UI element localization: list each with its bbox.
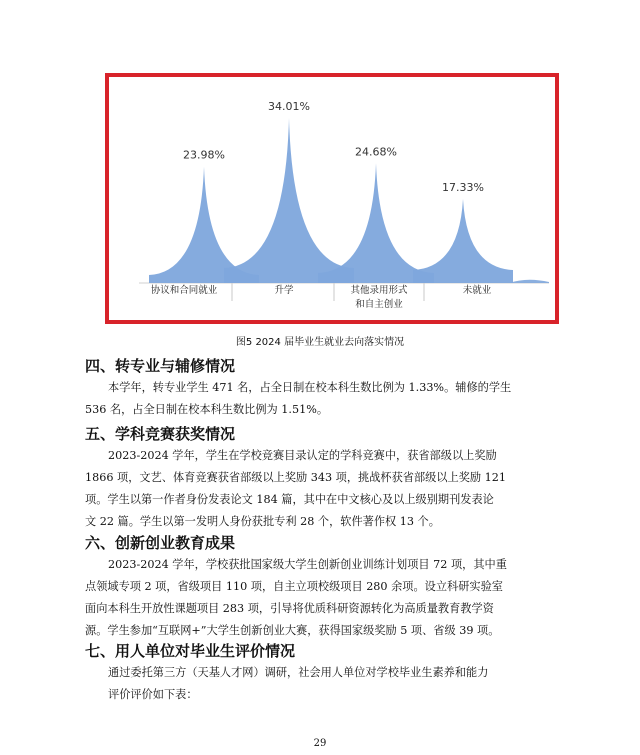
category-label-0: 协议和合同就业 xyxy=(150,285,218,296)
chart-peak-3 xyxy=(413,199,513,283)
data-label-2: 24.68% xyxy=(355,145,397,159)
chart-frame xyxy=(105,73,559,324)
paragraph-line: 2023-2024 学年，学生在学校竞赛目录认定的学科竞赛中，获省部级以上奖励 xyxy=(108,449,497,462)
section-paragraph-employer xyxy=(85,662,555,706)
page-number: 29 xyxy=(313,738,327,749)
section-heading-competition: 五、学科竞赛获奖情况 xyxy=(85,425,236,443)
section-paragraph-transfer xyxy=(85,377,555,421)
paragraph-line: 点领域专项 2 项，省级项目 110 项，自主立项校级项目 280 余项。设立科研实验室 xyxy=(85,580,503,593)
figure-caption: 图5 2024 届毕业生就业去向落实情况 xyxy=(235,337,405,348)
paragraph-line: 文 22 篇。学生以第一发明人身份获批专利 28 个，软件著作权 13 个。 xyxy=(85,515,440,528)
data-label-3: 17.33% xyxy=(442,180,484,194)
paragraph-line: 通过委托第三方（天基人才网）调研，社会用人单位对学校毕业生素养和能力 xyxy=(108,666,489,679)
section-heading-innovation: 六、创新创业教育成果 xyxy=(85,534,236,552)
section-paragraph-innovation xyxy=(85,554,555,642)
data-label-1: 34.01% xyxy=(268,100,310,114)
paragraph-line: 源。学生参加“互联网+”大学生创新创业大赛，获得国家级奖励 5 项、省级 39 项。 xyxy=(85,624,500,637)
employment-chart xyxy=(109,77,555,320)
category-label-3: 未就业 xyxy=(462,285,492,296)
category-label-2: 其他录用形式 xyxy=(350,285,408,296)
data-label-0: 23.98% xyxy=(183,148,225,162)
category-label-1: 升学 xyxy=(274,285,294,296)
category-label-2: 和自主创业 xyxy=(355,299,403,310)
paragraph-line: 536 名，占全日制在校本科生数比例为 1.51%。 xyxy=(85,403,329,416)
section-paragraph-competition xyxy=(85,445,555,533)
chart-tail-area xyxy=(509,280,549,283)
paragraph-line: 1866 项，文艺、体育竞赛获省部级以上奖励 343 项，挑战杯获省部级以上奖励 121 xyxy=(85,471,507,484)
section-heading-transfer: 四、转专业与辅修情况 xyxy=(85,357,236,375)
paragraph-line: 2023-2024 学年，学校获批国家级大学生创新创业训练计划项目 72 项，其中重 xyxy=(108,558,507,571)
paragraph-line: 本学年，转专业学生 471 名，占全日制在校本科生数比例为 1.33%。辅修的学生 xyxy=(108,381,512,394)
chart-peak-1 xyxy=(224,118,354,283)
paragraph-line: 面向本科生开放性课题项目 283 项，引导将优质科研资源转化为高质量教育教学资 xyxy=(85,602,494,615)
paragraph-line: 评价评价如下表： xyxy=(108,688,198,701)
paragraph-line: 项。学生以第一作者身份发表论文 184 篇，其中在中文核心及以上级别期刊发表论 xyxy=(85,493,494,506)
section-heading-employer: 七、用人单位对毕业生评价情况 xyxy=(85,642,296,660)
